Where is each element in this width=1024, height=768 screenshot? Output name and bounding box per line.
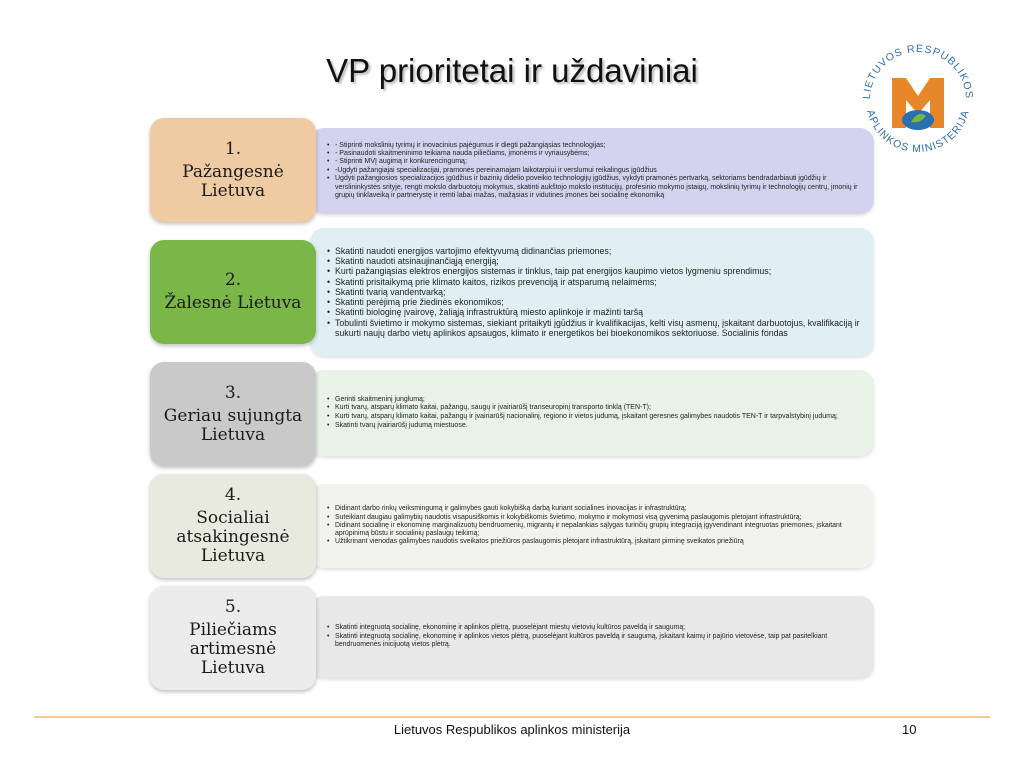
task-list — [324, 246, 864, 338]
task-item: • - Stiprinti MVĮ augimą ir konkurencingumą; — [328, 158, 864, 166]
task-list — [324, 142, 864, 201]
priority-1-tasks-box — [310, 128, 874, 214]
priority-number: 3. — [224, 382, 242, 403]
page-number: 10 — [902, 722, 917, 737]
task-list — [324, 624, 864, 649]
priority-4-tasks-box — [310, 484, 874, 568]
task-list — [324, 505, 864, 546]
priority-name: Socialiai atsakingesnė Lietuva — [176, 508, 290, 566]
task-item: • Skatinti naudoti energijos vartojimo efektyvumą didinančias priemones; — [328, 246, 864, 256]
priority-name: Pažangesnė Lietuva — [182, 161, 284, 201]
priority-2-label — [150, 240, 316, 344]
task-item: • Kurti pažangiąsias elektros energijos sistemas ir tinklus, taip pat energijos kaupimo vietos lygmeniu sprendimus; — [328, 266, 864, 276]
task-item: • Skatinti tvarų įvairiarūšį judumą miestuose. — [328, 422, 838, 431]
task-item: • Skatinti perėjimą prie žiedinės ekonomikos; — [328, 297, 864, 307]
priority-number: 5. — [224, 597, 242, 617]
task-item: • Skatinti prisitaikymą prie klimato kaitos, rizikos prevenciją ir atsparumą nelaimėms; — [328, 277, 864, 287]
task-item: • - Stiprinti mokslinių tyrimų ir inovacinius pajėgumus ir diegti pažangiąsias technologijas; — [328, 142, 864, 150]
priority-3-tasks-box — [310, 370, 874, 456]
task-item: • Kurti tvarų, atsparų klimato kaitai, pažangų, saugų ir įvairiarūšį transeuropinį transporto tinklą (TEN-T); — [328, 404, 838, 413]
ministry-logo — [856, 38, 980, 162]
page-title: VP prioritetai ir uždaviniai — [326, 52, 698, 89]
task-item: • Skatinti tvarią vandentvarką; — [328, 287, 864, 297]
task-item: • Tobulinti švietimo ir mokymo sistemas, siekiant pritaikyti įgūdžius ir kvalifikacijas, kelti visų asmenų, įskaitant darbuotojus, kvalifikaciją ir sukurti naujų darbo vietų aplinkos apsaugos, klimato ir energetikos bei bioekonomikos sektoriuose. Socialinis fondas — [328, 318, 864, 338]
task-list — [324, 396, 838, 430]
footer-organization: Lietuvos Respublikos aplinkos ministerija — [393, 722, 631, 737]
task-item: • Ugdyti pažangiosios specializacijos įgūdžius ir bazinių didelio poveikio technologijų įgūdžius, vykdyti pramonės pertvarką, sektoriams bendradarbiauti įgūdžių ir verslininkystės srityje, rengti mokslo darbuotojų mokymus, skatinti aukštojo mokslo institucijų, profesinio mokymo įstaigų, mokslinių tyrimų ir technologijų centrų, įmonių ir grupių tinklaveiką ir partnerystę ir remti labai mažas, mažąsias ir vidutines įmones bei socialinę ekonomiką — [328, 175, 864, 200]
priority-5-tasks-box — [310, 596, 874, 678]
priority-name: Žalesnė Lietuva — [164, 293, 302, 313]
priority-name: Piliečiams artimesnė Lietuva — [189, 620, 277, 678]
logo-emblem-icon — [892, 78, 944, 130]
priority-4-label — [150, 474, 316, 578]
task-item: • Užtikrinant vienodas galimybes naudotis sveikatos priežiūros paslaugomis plėtojant infrastruktūrą, įskaitant pirminę sveikatos priežiūrą — [328, 538, 864, 546]
task-item: • Skatinti integruotą socialinę, ekonominę ir aplinkos plėtrą, puoselėjant miestų vietovių kultūros paveldą ir saugumą; — [328, 624, 864, 632]
task-item: • Kurti tvarų, atsparų klimato kaitai, pažangų ir įvairiarūšį nacionalinį, regiono ir vietos judumą, įskaitant geresnes galimybes naudotis TEN-T ir tarpvalstybinį judumą; — [328, 413, 838, 422]
priority-2-tasks-box — [310, 228, 874, 356]
priority-3-label — [150, 362, 316, 466]
task-item: • Didinant socialinę ir ekonominę marginalizuotų bendruomenių, migrantų ir nepalankias sąlygas turinčių grupių integraciją įgyvendinant integruotas priemones, įskaitant aprūpinimą būstu ir socialinių paslaugų teikimą; — [328, 522, 864, 538]
task-item: • Suteikiant daugiau galimybių naudotis visapusiškomis ir kokybiškomis švietimo, mokymo ir mokymosi visą gyvenimą paslaugomis plėtojant infrastruktūrą; — [328, 514, 864, 522]
task-item: • -Ugdyti pažangiajai specializacijai, pramonės pereinamajam laikotarpiui ir verslumui reikalingus įgūdžius — [328, 167, 864, 175]
priority-number: 2. — [224, 270, 242, 290]
svg-text:LIETUVOS RESPUBLIKOS: LIETUVOS RESPUBLIKOS — [860, 42, 976, 100]
task-item: • - Pasinaudoti skaitmeninimo teikiama nauda piliečiams, įmonėms ir vyriausybėms; — [328, 150, 864, 158]
task-item: • Skatinti integruotą socialinę, ekonominę ir aplinkos vietos plėtrą, puoselėjant kultūros paveldą ir saugumą, įskaitant kaimų ir pajūrio vietovėse, taip pat pasitelkiant bendruomenės inicijuotą vietos plėtrą. — [328, 633, 864, 650]
priority-number: 1. — [224, 138, 242, 159]
task-item: • Skatinti naudoti atsinaujinančiąją energiją; — [328, 256, 864, 266]
priority-name: Geriau sujungta Lietuva — [163, 405, 303, 445]
svg-text:APLINKOS MINISTERIJA: APLINKOS MINISTERIJA — [864, 108, 972, 156]
priority-number: 4. — [224, 485, 242, 505]
task-item: • Didinant darbo rinkų veiksmingumą ir galimybes gauti kokybišką darbą kuriant socialines inovacijas ir infrastruktūrą; — [328, 505, 864, 513]
footer-divider — [34, 716, 990, 718]
task-item: • Skatinti biologinę įvairovę, žaliąją infrastruktūrą miesto aplinkoje ir mažinti taršą — [328, 307, 864, 317]
priority-1-label — [150, 118, 316, 222]
task-item: • Gerinti skaitmeninį junglumą; — [328, 396, 838, 405]
priority-5-label — [150, 586, 316, 690]
